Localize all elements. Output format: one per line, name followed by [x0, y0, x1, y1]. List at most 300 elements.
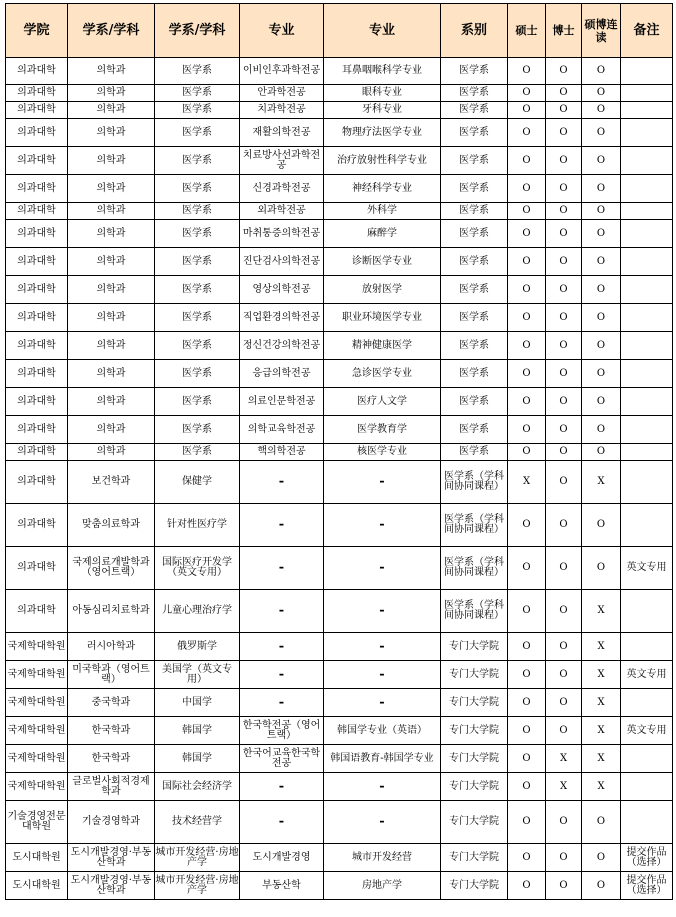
- cell-integrated: O: [582, 388, 621, 416]
- page: [5, 3, 673, 900]
- cell-masters: O: [508, 590, 546, 633]
- cell-major-chinese: 物理疗法医学专业: [324, 119, 441, 147]
- cell-major-korean: -: [240, 773, 324, 801]
- cell-major-chinese: 韩国学专业（英语）: [324, 717, 441, 745]
- cell-remarks: [621, 801, 673, 844]
- cell-doctorate: O: [546, 717, 582, 745]
- cell-department-korean: 보건학과: [68, 461, 155, 504]
- cell-integrated: O: [582, 547, 621, 590]
- cell-major-korean: -: [240, 504, 324, 547]
- cell-doctorate: O: [546, 689, 582, 717]
- cell-department-chinese: 医学系: [155, 416, 240, 444]
- cell-doctorate: O: [546, 661, 582, 689]
- table-row: [6, 119, 673, 147]
- cell-college: 의과대학: [6, 175, 68, 203]
- table-row: [6, 745, 673, 773]
- cell-division: 医学系: [441, 175, 508, 203]
- cell-integrated: X: [582, 661, 621, 689]
- cell-remarks: [621, 304, 673, 332]
- cell-masters: O: [508, 58, 546, 85]
- cell-division: 医学系（学科间协同课程）: [441, 504, 508, 547]
- cell-remarks: [621, 416, 673, 444]
- cell-major-chinese: 牙科专业: [324, 102, 441, 119]
- header-division: 系别: [441, 4, 508, 58]
- cell-division: 医学系: [441, 248, 508, 276]
- cell-major-korean: -: [240, 801, 324, 844]
- cell-department-chinese: 中国学: [155, 689, 240, 717]
- cell-doctorate: O: [546, 175, 582, 203]
- cell-major-korean: 직업환경의학전공: [240, 304, 324, 332]
- cell-remarks: [621, 633, 673, 661]
- table-row: [6, 220, 673, 248]
- cell-college: 국제학대학원: [6, 689, 68, 717]
- cell-major-korean: 부동산학: [240, 872, 324, 900]
- cell-remarks: [621, 102, 673, 119]
- cell-doctorate: O: [546, 203, 582, 220]
- cell-major-korean: 이비인후과학전공: [240, 58, 324, 85]
- cell-major-korean: -: [240, 689, 324, 717]
- cell-college: 의과대학: [6, 85, 68, 102]
- cell-department-chinese: 城市开发经营·房地产学: [155, 844, 240, 872]
- cell-integrated: O: [582, 175, 621, 203]
- cell-department-korean: 의학과: [68, 388, 155, 416]
- cell-major-chinese: 眼科专业: [324, 85, 441, 102]
- cell-remarks: [621, 85, 673, 102]
- header-department-chinese: 学系/学科: [155, 4, 240, 58]
- table-body: [6, 58, 673, 900]
- cell-masters: O: [508, 220, 546, 248]
- cell-major-chinese: 神经科学专业: [324, 175, 441, 203]
- cell-college: 의과대학: [6, 147, 68, 175]
- cell-department-chinese: 医学系: [155, 147, 240, 175]
- cell-major-chinese: 麻醉学: [324, 220, 441, 248]
- cell-department-korean: 의학과: [68, 119, 155, 147]
- cell-department-chinese: 医学系: [155, 248, 240, 276]
- cell-masters: O: [508, 745, 546, 773]
- table-row: [6, 504, 673, 547]
- cell-remarks: [621, 461, 673, 504]
- table-row: [6, 801, 673, 844]
- cell-integrated: X: [582, 689, 621, 717]
- header-row: [6, 4, 673, 58]
- cell-major-chinese: 治疗放射性科学专业: [324, 147, 441, 175]
- cell-college: 국제학대학원: [6, 745, 68, 773]
- cell-department-korean: 의학과: [68, 360, 155, 388]
- cell-college: 의과대학: [6, 276, 68, 304]
- cell-masters: O: [508, 85, 546, 102]
- cell-division: 专门大学院: [441, 801, 508, 844]
- cell-major-chinese: 诊断医学专业: [324, 248, 441, 276]
- cell-department-chinese: 医学系: [155, 360, 240, 388]
- cell-doctorate: O: [546, 102, 582, 119]
- cell-doctorate: O: [546, 276, 582, 304]
- cell-remarks: [621, 203, 673, 220]
- cell-remarks: 英文专用: [621, 661, 673, 689]
- cell-major-korean: 마취통증의학전공: [240, 220, 324, 248]
- cell-doctorate: O: [546, 220, 582, 248]
- cell-major-chinese: 韩国语教育-韩国学专业: [324, 745, 441, 773]
- cell-major-chinese: 房地产学: [324, 872, 441, 900]
- table-row: [6, 102, 673, 119]
- cell-integrated: X: [582, 745, 621, 773]
- cell-college: 국제학대학원: [6, 633, 68, 661]
- program-table: [5, 3, 673, 900]
- cell-masters: O: [508, 444, 546, 461]
- cell-integrated: O: [582, 119, 621, 147]
- cell-masters: O: [508, 872, 546, 900]
- cell-remarks: [621, 332, 673, 360]
- cell-department-chinese: 针对性医疗学: [155, 504, 240, 547]
- cell-division: 医学系: [441, 119, 508, 147]
- table-row: [6, 276, 673, 304]
- cell-college: 의과대학: [6, 304, 68, 332]
- cell-division: 专门大学院: [441, 661, 508, 689]
- header-masters: 硕士: [508, 4, 546, 58]
- cell-major-chinese: 医疗人文学: [324, 388, 441, 416]
- cell-doctorate: O: [546, 58, 582, 85]
- cell-college: 기술경영전문대학원: [6, 801, 68, 844]
- cell-major-chinese: -: [324, 633, 441, 661]
- cell-college: 의과대학: [6, 248, 68, 276]
- cell-department-chinese: 医学系: [155, 203, 240, 220]
- cell-department-chinese: 国际社会经济学: [155, 773, 240, 801]
- table-row: [6, 661, 673, 689]
- cell-department-chinese: 医学系: [155, 58, 240, 85]
- cell-department-chinese: 国际医疗开发学（英文专用）: [155, 547, 240, 590]
- cell-department-korean: 중국학과: [68, 689, 155, 717]
- cell-doctorate: O: [546, 504, 582, 547]
- cell-department-korean: 도시개발경영·부동산학과: [68, 844, 155, 872]
- cell-doctorate: O: [546, 801, 582, 844]
- cell-department-chinese: 医学系: [155, 304, 240, 332]
- cell-masters: O: [508, 147, 546, 175]
- cell-major-korean: -: [240, 633, 324, 661]
- cell-integrated: O: [582, 872, 621, 900]
- cell-college: 도시대학원: [6, 872, 68, 900]
- cell-division: 医学系: [441, 58, 508, 85]
- cell-remarks: [621, 745, 673, 773]
- cell-department-chinese: 医学系: [155, 119, 240, 147]
- cell-masters: O: [508, 304, 546, 332]
- cell-department-chinese: 医学系: [155, 276, 240, 304]
- cell-department-korean: 의학과: [68, 248, 155, 276]
- cell-division: 医学系: [441, 360, 508, 388]
- cell-integrated: O: [582, 248, 621, 276]
- header-major-korean: 专业: [240, 4, 324, 58]
- cell-integrated: X: [582, 633, 621, 661]
- table-row: [6, 248, 673, 276]
- cell-masters: O: [508, 119, 546, 147]
- cell-division: 医学系: [441, 220, 508, 248]
- cell-department-korean: 의학과: [68, 416, 155, 444]
- cell-division: 医学系: [441, 304, 508, 332]
- cell-integrated: X: [582, 461, 621, 504]
- cell-department-korean: 의학과: [68, 102, 155, 119]
- cell-integrated: O: [582, 304, 621, 332]
- cell-college: 국제학대학원: [6, 717, 68, 745]
- cell-department-chinese: 技术经营学: [155, 801, 240, 844]
- table-row: [6, 872, 673, 900]
- cell-major-chinese: 外科学: [324, 203, 441, 220]
- cell-major-chinese: 城市开发经营: [324, 844, 441, 872]
- cell-division: 专门大学院: [441, 633, 508, 661]
- cell-doctorate: O: [546, 304, 582, 332]
- cell-doctorate: O: [546, 633, 582, 661]
- cell-division: 医学系（学科间协同课程）: [441, 590, 508, 633]
- cell-remarks: [621, 590, 673, 633]
- cell-major-korean: 응급의학전공: [240, 360, 324, 388]
- header-remarks: 备注: [621, 4, 673, 58]
- cell-department-chinese: 城市开发经营·房地产学: [155, 872, 240, 900]
- table-row: [6, 332, 673, 360]
- cell-integrated: O: [582, 147, 621, 175]
- cell-department-chinese: 俄罗斯学: [155, 633, 240, 661]
- table-row: [6, 547, 673, 590]
- cell-doctorate: O: [546, 461, 582, 504]
- cell-college: 의과대학: [6, 119, 68, 147]
- cell-department-chinese: 美国学（英文专用）: [155, 661, 240, 689]
- cell-major-chinese: 职业环境医学专业: [324, 304, 441, 332]
- cell-division: 医学系: [441, 85, 508, 102]
- cell-integrated: O: [582, 844, 621, 872]
- cell-masters: O: [508, 276, 546, 304]
- table-row: [6, 360, 673, 388]
- cell-department-chinese: 医学系: [155, 388, 240, 416]
- cell-remarks: [621, 444, 673, 461]
- cell-major-korean: -: [240, 661, 324, 689]
- cell-integrated: O: [582, 416, 621, 444]
- cell-masters: O: [508, 102, 546, 119]
- table-row: [6, 773, 673, 801]
- cell-college: 국제학대학원: [6, 661, 68, 689]
- cell-major-chinese: -: [324, 461, 441, 504]
- cell-remarks: [621, 276, 673, 304]
- cell-major-korean: -: [240, 461, 324, 504]
- cell-college: 국제학대학원: [6, 773, 68, 801]
- cell-department-chinese: 韩国学: [155, 717, 240, 745]
- cell-remarks: [621, 773, 673, 801]
- cell-department-chinese: 医学系: [155, 220, 240, 248]
- cell-masters: O: [508, 248, 546, 276]
- cell-doctorate: O: [546, 119, 582, 147]
- cell-department-chinese: 医学系: [155, 175, 240, 203]
- cell-doctorate: O: [546, 547, 582, 590]
- cell-remarks: 提交作品（选择）: [621, 872, 673, 900]
- cell-major-korean: 의료인문학전공: [240, 388, 324, 416]
- cell-department-korean: 국제의료개발학과（영어트랙）: [68, 547, 155, 590]
- cell-doctorate: O: [546, 360, 582, 388]
- cell-department-korean: 의학과: [68, 85, 155, 102]
- cell-integrated: O: [582, 504, 621, 547]
- cell-department-korean: 아동심리치료학과: [68, 590, 155, 633]
- cell-division: 医学系: [441, 102, 508, 119]
- cell-college: 의과대학: [6, 547, 68, 590]
- cell-department-chinese: 医学系: [155, 332, 240, 360]
- cell-integrated: O: [582, 444, 621, 461]
- cell-department-korean: 의학과: [68, 444, 155, 461]
- table-row: [6, 175, 673, 203]
- cell-doctorate: O: [546, 416, 582, 444]
- cell-major-korean: 진단검사의학전공: [240, 248, 324, 276]
- cell-department-korean: 의학과: [68, 304, 155, 332]
- header-college: 学院: [6, 4, 68, 58]
- table-row: [6, 304, 673, 332]
- cell-division: 医学系: [441, 332, 508, 360]
- cell-remarks: [621, 220, 673, 248]
- cell-major-korean: 외과학전공: [240, 203, 324, 220]
- cell-department-korean: 도시개발경영·부동산학과: [68, 872, 155, 900]
- cell-department-korean: 맞춤의료학과: [68, 504, 155, 547]
- cell-major-korean: 의학교육학전공: [240, 416, 324, 444]
- cell-major-korean: -: [240, 547, 324, 590]
- cell-major-korean: 핵의학전공: [240, 444, 324, 461]
- cell-department-korean: 기술경영학과: [68, 801, 155, 844]
- cell-integrated: X: [582, 717, 621, 745]
- cell-college: 도시대학원: [6, 844, 68, 872]
- cell-major-korean: 신경과학전공: [240, 175, 324, 203]
- table-row: [6, 58, 673, 85]
- cell-integrated: O: [582, 332, 621, 360]
- table-row: [6, 689, 673, 717]
- header-major-chinese: 专业: [324, 4, 441, 58]
- cell-college: 의과대학: [6, 416, 68, 444]
- cell-masters: O: [508, 689, 546, 717]
- cell-doctorate: X: [546, 745, 582, 773]
- cell-remarks: [621, 119, 673, 147]
- cell-masters: O: [508, 504, 546, 547]
- table-row: [6, 461, 673, 504]
- cell-major-korean: 도시개발경영: [240, 844, 324, 872]
- cell-division: 医学系（学科间协同课程）: [441, 547, 508, 590]
- table-row: [6, 590, 673, 633]
- header-integrated: 硕博连读: [582, 4, 621, 58]
- cell-remarks: [621, 147, 673, 175]
- cell-masters: O: [508, 633, 546, 661]
- cell-department-korean: 미국학과（영어트랙）: [68, 661, 155, 689]
- cell-integrated: O: [582, 276, 621, 304]
- header-doctorate: 博士: [546, 4, 582, 58]
- cell-division: 专门大学院: [441, 717, 508, 745]
- cell-doctorate: O: [546, 85, 582, 102]
- cell-major-korean: 재활의학전공: [240, 119, 324, 147]
- cell-college: 의과대학: [6, 102, 68, 119]
- cell-remarks: [621, 360, 673, 388]
- cell-integrated: O: [582, 85, 621, 102]
- cell-masters: O: [508, 203, 546, 220]
- cell-major-korean: 한국어교육한국학전공: [240, 745, 324, 773]
- cell-major-korean: 정신건강의학전공: [240, 332, 324, 360]
- cell-division: 专门大学院: [441, 745, 508, 773]
- cell-college: 의과대학: [6, 444, 68, 461]
- cell-major-chinese: 放射医学: [324, 276, 441, 304]
- cell-division: 医学系: [441, 203, 508, 220]
- cell-masters: O: [508, 773, 546, 801]
- table-row: [6, 147, 673, 175]
- cell-remarks: [621, 388, 673, 416]
- cell-college: 의과대학: [6, 203, 68, 220]
- cell-department-korean: 한국학과: [68, 717, 155, 745]
- cell-major-korean: 영상의학전공: [240, 276, 324, 304]
- cell-masters: X: [508, 461, 546, 504]
- cell-division: 医学系（学科间协同课程）: [441, 461, 508, 504]
- table-row: [6, 203, 673, 220]
- cell-department-korean: 글로벌사회적경제학과: [68, 773, 155, 801]
- cell-major-chinese: -: [324, 504, 441, 547]
- cell-remarks: [621, 58, 673, 85]
- cell-masters: O: [508, 360, 546, 388]
- table-row: [6, 633, 673, 661]
- table-row: [6, 444, 673, 461]
- cell-division: 医学系: [441, 416, 508, 444]
- cell-division: 专门大学院: [441, 872, 508, 900]
- cell-masters: O: [508, 175, 546, 203]
- cell-department-korean: 러시아학과: [68, 633, 155, 661]
- cell-college: 의과대학: [6, 504, 68, 547]
- cell-department-korean: 의학과: [68, 147, 155, 175]
- cell-division: 专门大学院: [441, 689, 508, 717]
- cell-college: 의과대학: [6, 590, 68, 633]
- cell-major-chinese: 医学教育学: [324, 416, 441, 444]
- cell-college: 의과대학: [6, 360, 68, 388]
- cell-department-korean: 한국학과: [68, 745, 155, 773]
- cell-masters: O: [508, 547, 546, 590]
- cell-division: 专门大学院: [441, 773, 508, 801]
- cell-department-korean: 의학과: [68, 332, 155, 360]
- cell-doctorate: O: [546, 844, 582, 872]
- cell-masters: O: [508, 844, 546, 872]
- cell-major-chinese: -: [324, 773, 441, 801]
- cell-major-chinese: 精神健康医学: [324, 332, 441, 360]
- cell-college: 의과대학: [6, 58, 68, 85]
- cell-masters: O: [508, 332, 546, 360]
- cell-masters: O: [508, 416, 546, 444]
- cell-masters: O: [508, 717, 546, 745]
- cell-remarks: 英文专用: [621, 717, 673, 745]
- table-row: [6, 416, 673, 444]
- cell-remarks: [621, 504, 673, 547]
- cell-department-korean: 의학과: [68, 276, 155, 304]
- cell-major-korean: 치료방사선과학전공: [240, 147, 324, 175]
- cell-integrated: X: [582, 590, 621, 633]
- cell-masters: O: [508, 388, 546, 416]
- cell-major-chinese: 急诊医学专业: [324, 360, 441, 388]
- cell-integrated: O: [582, 220, 621, 248]
- cell-division: 医学系: [441, 147, 508, 175]
- cell-remarks: 英文专用: [621, 547, 673, 590]
- cell-department-korean: 의학과: [68, 220, 155, 248]
- cell-doctorate: O: [546, 248, 582, 276]
- cell-division: 医学系: [441, 276, 508, 304]
- cell-major-chinese: 耳鼻咽喉科学专业: [324, 58, 441, 85]
- cell-department-chinese: 医学系: [155, 102, 240, 119]
- cell-doctorate: O: [546, 147, 582, 175]
- cell-doctorate: O: [546, 872, 582, 900]
- cell-integrated: O: [582, 58, 621, 85]
- cell-college: 의과대학: [6, 461, 68, 504]
- cell-doctorate: X: [546, 773, 582, 801]
- cell-major-chinese: -: [324, 590, 441, 633]
- cell-major-chinese: -: [324, 661, 441, 689]
- table-row: [6, 388, 673, 416]
- table-row: [6, 85, 673, 102]
- cell-doctorate: O: [546, 590, 582, 633]
- cell-division: 专门大学院: [441, 844, 508, 872]
- cell-division: 医学系: [441, 444, 508, 461]
- cell-doctorate: O: [546, 388, 582, 416]
- cell-college: 의과대학: [6, 388, 68, 416]
- cell-department-chinese: 韩国学: [155, 745, 240, 773]
- cell-major-korean: 안과학전공: [240, 85, 324, 102]
